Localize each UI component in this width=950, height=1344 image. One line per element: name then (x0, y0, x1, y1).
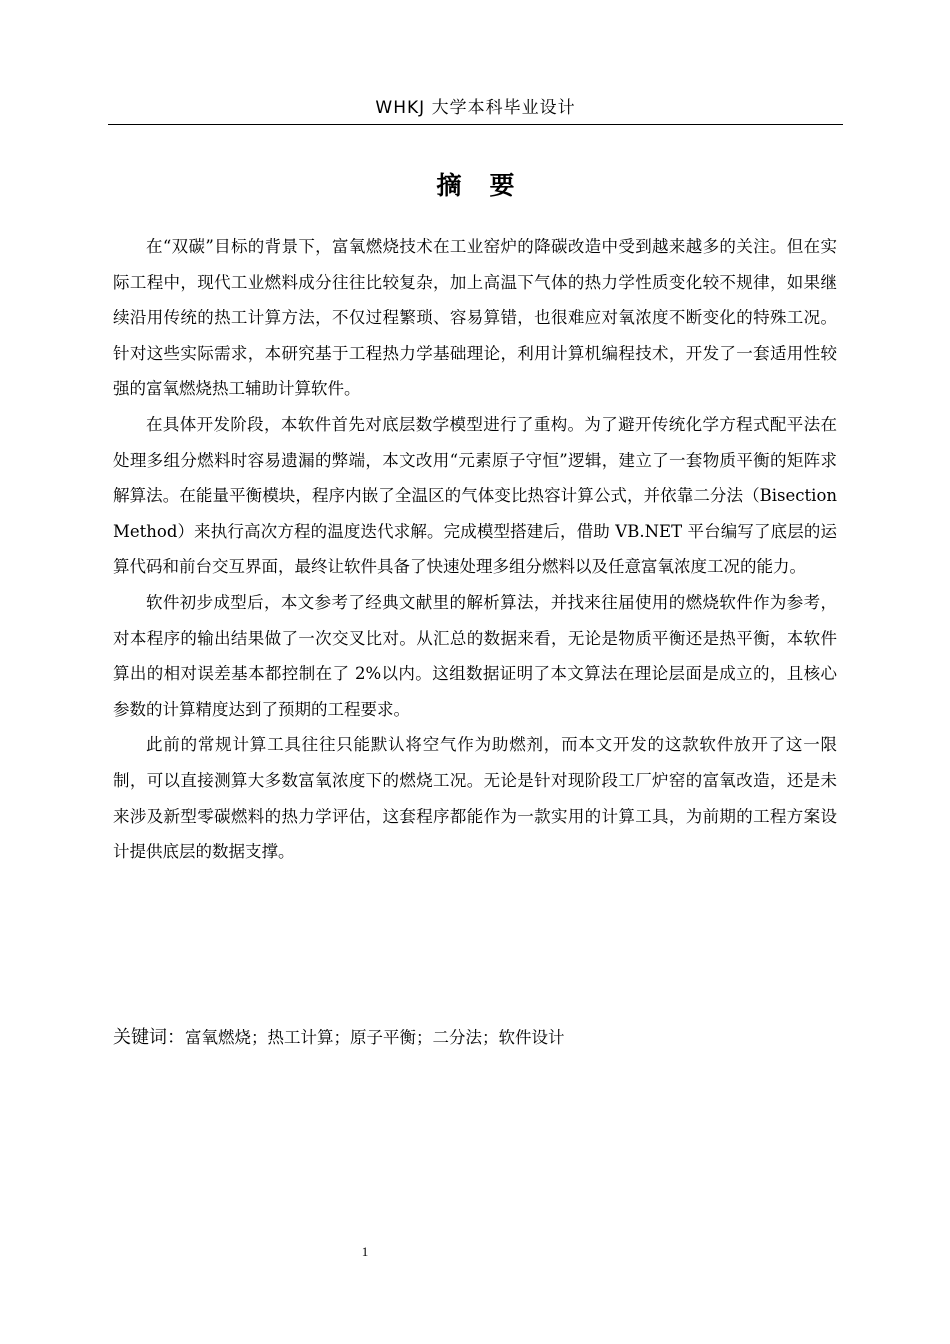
page-header-text: WHKJ 大学本科毕业设计 (375, 98, 576, 118)
abstract-body (113, 229, 837, 870)
keywords-line (113, 1022, 837, 1054)
keywords-label: 关键词： (113, 1027, 185, 1048)
abstract-paragraph-3: 软件初步成型后，本文参考了经典文献里的解析算法，并找来往届使用的燃烧软件作为参考，对本程序的输出结果做了一次交叉比对。从汇总的数据来看，无论是物质平衡还是热平衡，本软件算出的相对误差基本都控制在了 2%以内。这组数据证明了本文算法在理论层面是成立的，且核心参数的计算精度达到了预期的工程要求。 (113, 592, 837, 719)
abstract-paragraph-1: 在“双碳”目标的背景下，富氧燃烧技术在工业窑炉的降碳改造中受到越来越多的关注。但在实际工程中，现代工业燃料成分往往比较复杂，加上高温下气体的热力学性质变化较不规律，如果继续沿用传统的热工计算方法，不仅过程繁琐、容易算错，也很难应对氧浓度不断变化的特殊工况。针对这些实际需求，本研究基于工程热力学基础理论，利用计算机编程技术，开发了一套适用性较强的富氧燃烧热工辅助计算软件。 (113, 237, 837, 399)
keywords-value: 富氧燃烧；热工计算；原子平衡；二分法；软件设计 (185, 1028, 565, 1047)
abstract-title: 摘要 (436, 171, 543, 200)
abstract-paragraph-4: 此前的常规计算工具往往只能默认将空气作为助燃剂，而本文开发的这款软件放开了这一限制，可以直接测算大多数富氧浓度下的燃烧工况。无论是针对现阶段工厂炉窑的富氧改造，还是未来涉及新型零碳燃料的热力学评估，这套程序都能作为一款实用的计算工具，为前期的工程方案设计提供底层的数据支撑。 (113, 735, 837, 862)
page-number: 1 (361, 1244, 369, 1259)
abstract-paragraph-2: 在具体开发阶段，本软件首先对底层数学模型进行了重构。为了避开传统化学方程式配平法在处理多组分燃料时容易遗漏的弊端，本文改用“元素原子守恒”逻辑，建立了一套物质平衡的矩阵求解算法。在能量平衡模块，程序内嵌了全温区的气体变比热容计算公式，并依靠二分法（Bisection Method）来执行高次方程的温度迭代求解。完成模型搭建后，借助 VB.NET 平台编写了底层的运算代码和前台交互界面，最终让软件具备了快速处理多组分燃料以及任意富氧浓度工况的能力。 (113, 414, 837, 577)
page-header (108, 94, 843, 125)
